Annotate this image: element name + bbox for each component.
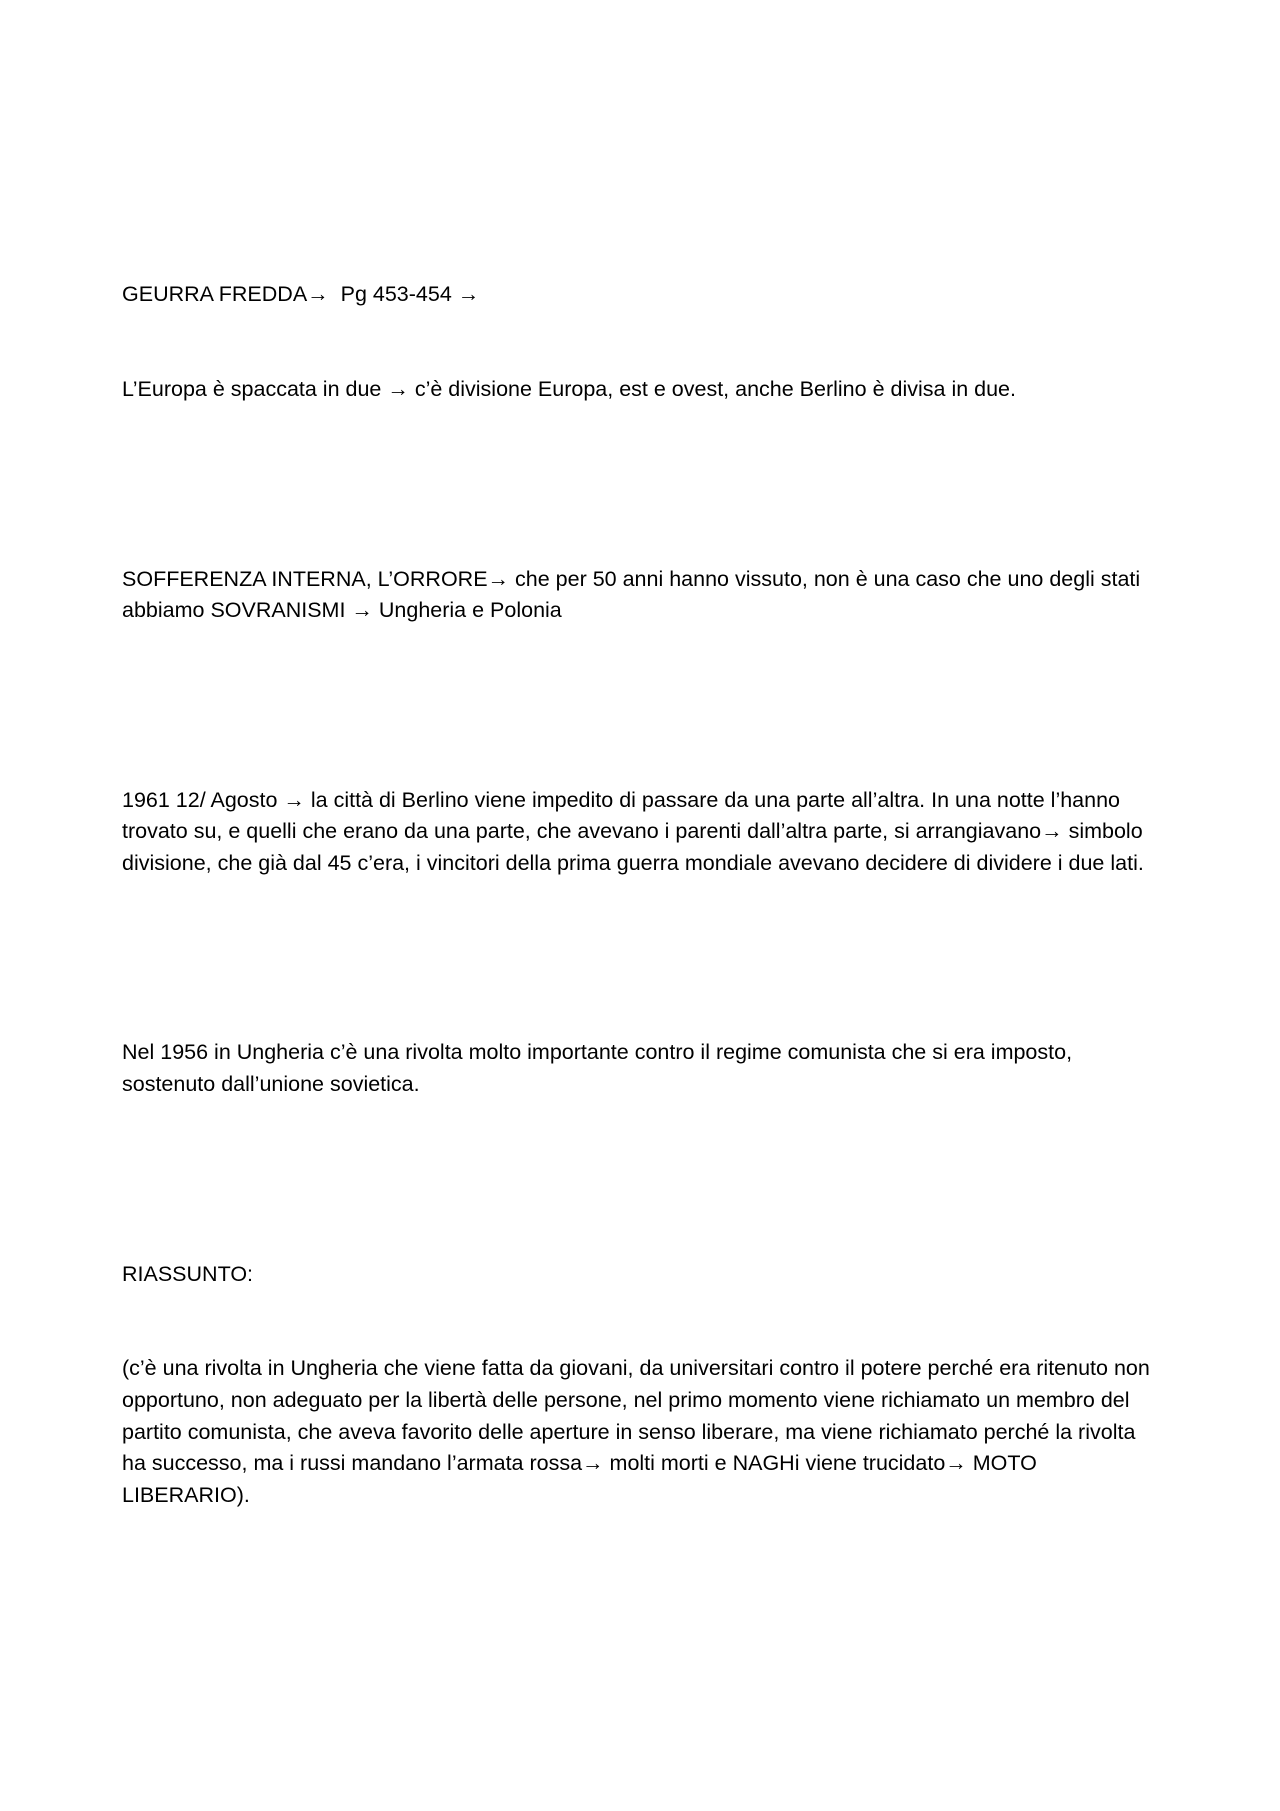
heading-line: RIASSUNTO: [122,1261,254,1286]
text-line: 1961 12/ Agosto → la città di Berlino viene impedito di passare da una parte all’altra. In una notte l’hanno trovato su, e quelli che erano da una parte, che avevano i parenti dall’altra parte, si arrangiavano→ simbolo divisione, che già dal 45 c’era, i vincitori della prima guerra mondiale avevano decidere di dividere i due lati. [122,787,1149,875]
text-line: (c’è una rivolta in Ungheria che viene fatta da giovani, da universitari contro il potere perché era ritenuto non opportuno, non adeguato per la libertà delle persone, nel primo momento viene richiamato un membro del partito comunista, che aveva favorito delle aperture in senso liberare, ma viene richiamato perché la rivolta ha successo, ma i russi mandano l’armata rossa→ molti morti e NAGHi viene trucidato→ MOTO LIBERARIO). [122,1356,1156,1507]
paragraph-ungheria-1956 [122,974,1162,1164]
text-line: Nel 1956 in Ungheria c’è una rivolta molto importante contro il regime comunista che si era imposto, sostenuto dall’unione sovietica. [122,1040,1079,1097]
heading-line: GEURRA FREDDA→ Pg 453-454 → [122,282,480,307]
text-line: L’Europa è spaccata in due → c’è divisione Europa, est e ovest, anche Berlino è divisa in due. [122,376,1016,401]
document-body [122,216,1162,1606]
text-line: SOFFERENZA INTERNA, L’ORRORE→ che per 50 anni hanno vissuto, non è una caso che uno degli stati abbiamo SOVRANISMI → Ungheria e Polonia [122,566,1147,623]
paragraph-riassunto [122,1195,1162,1574]
paragraph-guerra-fredda [122,216,1162,469]
paragraph-berlino-1961 [122,722,1162,943]
paragraph-sofferenza [122,500,1162,690]
